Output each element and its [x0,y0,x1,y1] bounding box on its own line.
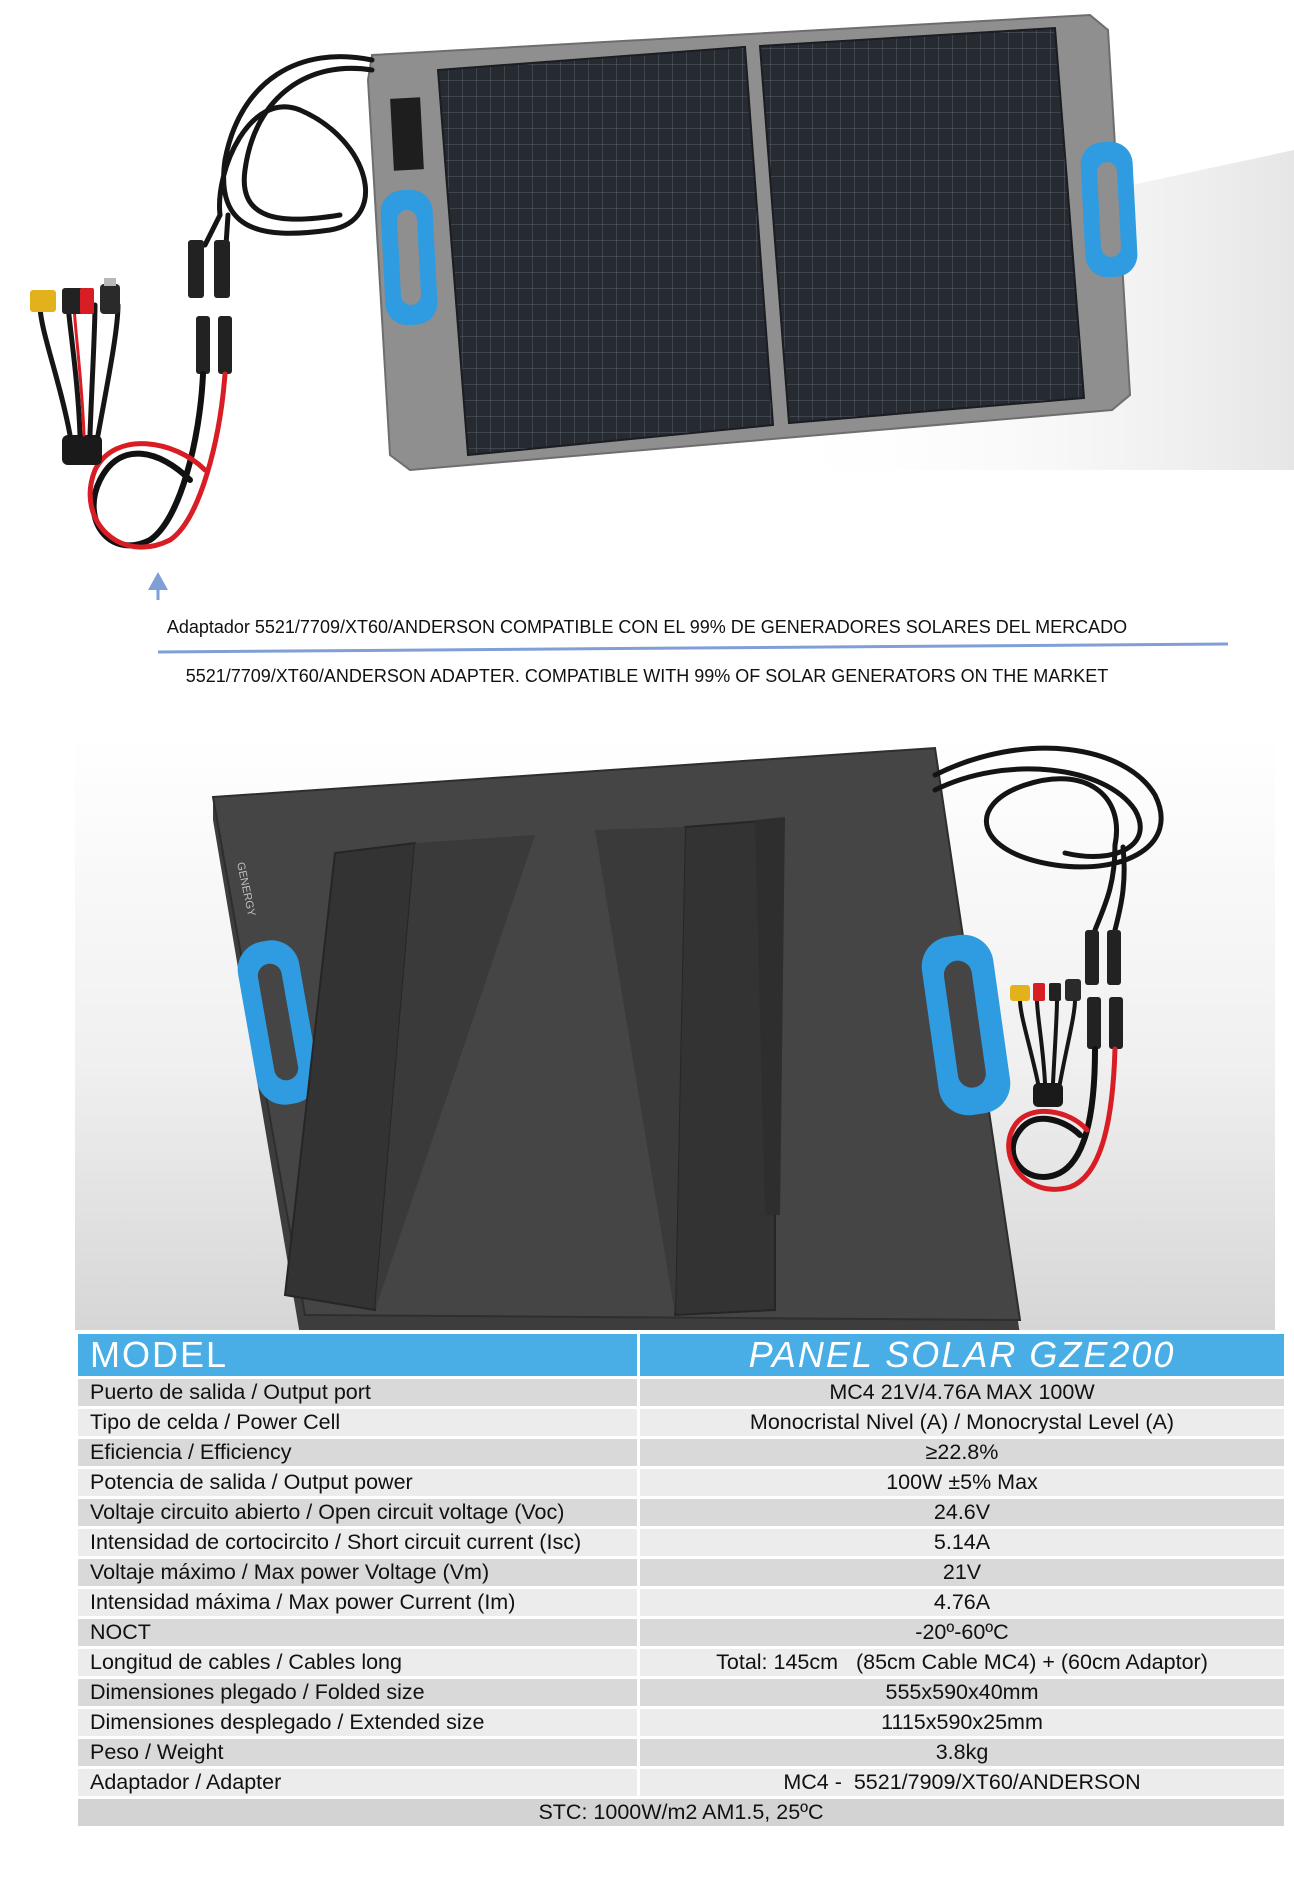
spec-label: Puerto de salida / Output port [78,1379,637,1406]
spec-label: Peso / Weight [78,1739,637,1766]
spec-label: Intensidad de cortocircito / Short circuit current (Isc) [78,1529,637,1556]
spec-row [78,1649,1284,1676]
spec-value: 3.8kg [640,1739,1284,1766]
spec-label: Adaptador / Adapter [78,1769,637,1796]
spec-value: MC4 21V/4.76A MAX 100W [640,1379,1284,1406]
solar-panel-back-image [75,735,1275,1330]
spec-value: 24.6V [640,1499,1284,1526]
spec-row [78,1619,1284,1646]
spec-row [78,1469,1284,1496]
spec-label: Potencia de salida / Output power [78,1469,637,1496]
stc-note: STC: 1000W/m2 AM1.5, 25ºC [78,1799,1284,1826]
spec-row [78,1409,1284,1436]
callout-arrow [148,572,168,600]
spec-table-footer [78,1799,1284,1826]
spec-value: -20º-60ºC [640,1619,1284,1646]
spec-row [78,1769,1284,1796]
spec-row [78,1379,1284,1406]
caption-spanish: Adaptador 5521/7709/XT60/ANDERSON COMPATIBLE CON EL 99% DE GENERADORES SOLARES DEL MERCADO [166,617,1128,637]
caption-english: 5521/7709/XT60/ANDERSON ADAPTER. COMPATIBLE WITH 99% OF SOLAR GENERATORS ON THE MARKET [185,666,1109,686]
spec-value: 555x590x40mm [640,1679,1284,1706]
spec-value: 4.76A [640,1589,1284,1616]
spec-value: 21V [640,1559,1284,1586]
spec-table [75,1331,1287,1829]
spec-label: Voltaje máximo / Max power Voltage (Vm) [78,1559,637,1586]
spec-row [78,1739,1284,1766]
spec-row [78,1559,1284,1586]
solar-panel-front [368,15,1139,470]
spec-value: Total: 145cm (85cm Cable MC4) + (60cm Adaptor) [640,1649,1284,1676]
spec-row [78,1529,1284,1556]
spec-label: Voltaje circuito abierto / Open circuit voltage (Voc) [78,1499,637,1526]
header-model-value: PANEL SOLAR GZE200 [640,1334,1284,1376]
spec-value: Monocristal Nivel (A) / Monocrystal Level (A) [640,1409,1284,1436]
spec-value: MC4 - 5521/7909/XT60/ANDERSON [640,1769,1284,1796]
spec-row [78,1589,1284,1616]
brand-logo: GENERGY [234,861,258,918]
spec-value: 100W ±5% Max [640,1469,1284,1496]
spec-label: Eficiencia / Efficiency [78,1439,637,1466]
spec-value: ≥22.8% [640,1439,1284,1466]
adapter-plugs [30,278,120,314]
spec-label: NOCT [78,1619,637,1646]
spec-label: Dimensiones desplegado / Extended size [78,1709,637,1736]
callout-line [150,640,1230,660]
spec-value: 5.14A [640,1529,1284,1556]
spec-value: 1115x590x25mm [640,1709,1284,1736]
header-model-label: MODEL [78,1334,637,1376]
spec-label: Longitud de cables / Cables long [78,1649,637,1676]
spec-row [78,1679,1284,1706]
spec-table-header [78,1334,1284,1376]
spec-row [78,1499,1284,1526]
spec-row [78,1709,1284,1736]
spec-row [78,1439,1284,1466]
spec-label: Dimensiones plegado / Folded size [78,1679,637,1706]
solar-panel-front-image [0,0,1294,600]
spec-label: Tipo de celda / Power Cell [78,1409,637,1436]
spec-label: Intensidad máxima / Max power Current (Im) [78,1589,637,1616]
